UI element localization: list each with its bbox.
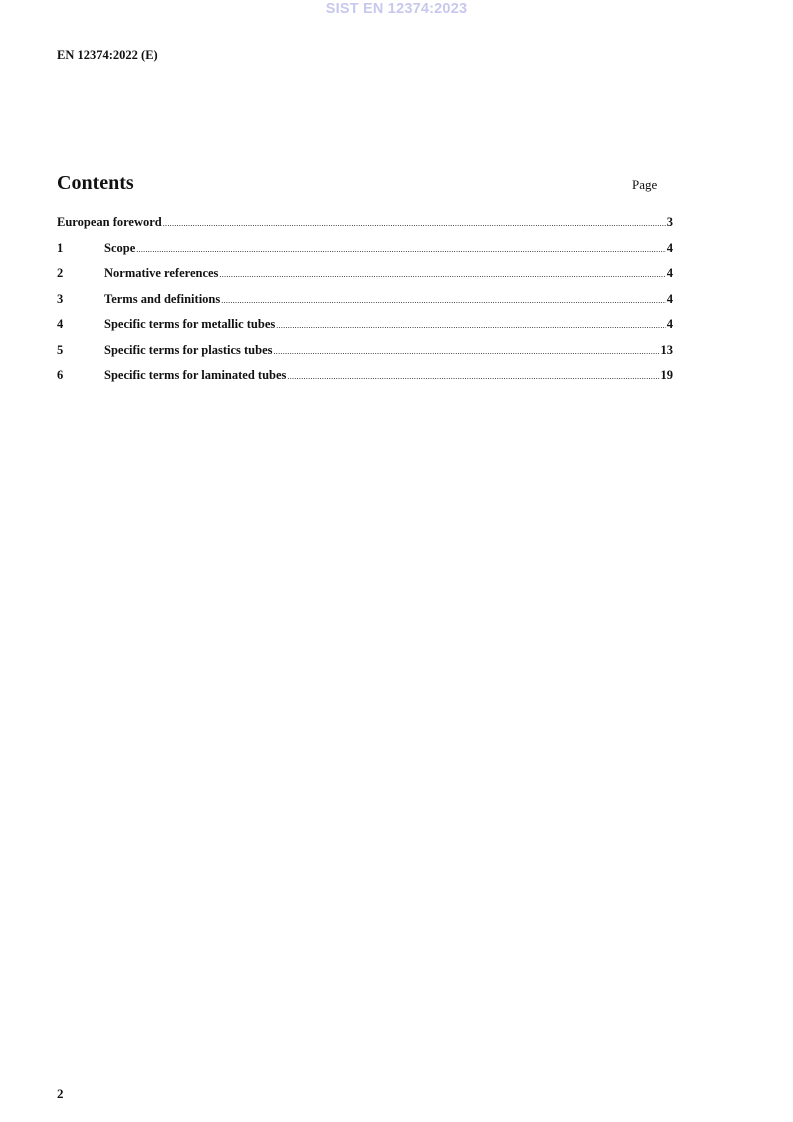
toc-entry-number: 2 — [57, 266, 64, 280]
toc-entry-page: 4 — [666, 266, 673, 280]
toc-entry-title: Scope — [104, 240, 136, 255]
toc-entry-terms-definitions[interactable] — [57, 292, 673, 318]
toc-entry-page: 4 — [666, 317, 673, 331]
watermark: SIST EN 12374:2023 — [325, 1, 468, 17]
toc-entry-number: 3 — [57, 291, 64, 306]
toc-entry-page: 3 — [666, 215, 673, 229]
toc-dot-leader — [276, 321, 666, 330]
toc-entry-metallic-tubes[interactable] — [57, 317, 673, 343]
toc-dot-leader — [219, 270, 665, 279]
toc-entry-number: 5 — [57, 342, 64, 357]
toc-dot-leader — [136, 245, 666, 254]
toc-entry-title: Specific terms for plastics tubes — [104, 342, 273, 357]
toc-dot-leader — [163, 219, 666, 228]
toc-entry-scope[interactable] — [57, 241, 673, 267]
toc-entry-title: European foreword — [57, 215, 162, 229]
table-of-contents — [57, 215, 673, 394]
toc-dot-leader — [274, 347, 660, 356]
toc-entry-page: 4 — [666, 291, 673, 306]
toc-entry-title: Specific terms for laminated tubes — [104, 368, 287, 382]
toc-entry-title: Specific terms for metallic tubes — [104, 317, 276, 331]
toc-dot-leader — [287, 372, 659, 381]
toc-entry-foreword[interactable] — [57, 215, 673, 241]
toc-dot-leader — [221, 296, 666, 305]
toc-entry-number: 6 — [57, 368, 64, 382]
toc-entry-page: 13 — [660, 342, 673, 357]
toc-entry-title: Normative references — [104, 266, 219, 280]
toc-entry-title: Terms and definitions — [104, 291, 221, 306]
toc-entry-plastics-tubes[interactable] — [57, 343, 673, 369]
toc-entry-number: 4 — [57, 317, 64, 331]
toc-entry-laminated-tubes[interactable] — [57, 368, 673, 394]
page-column-label: Page — [632, 177, 658, 192]
document-id: EN 12374:2022 (E) — [57, 48, 158, 62]
toc-entry-normative-references[interactable] — [57, 266, 673, 292]
footer-page-number: 2 — [57, 1086, 64, 1101]
toc-entry-page: 19 — [660, 368, 673, 382]
toc-entry-page: 4 — [666, 240, 673, 255]
toc-entry-number: 1 — [57, 240, 64, 255]
contents-heading: Contents — [57, 172, 134, 194]
